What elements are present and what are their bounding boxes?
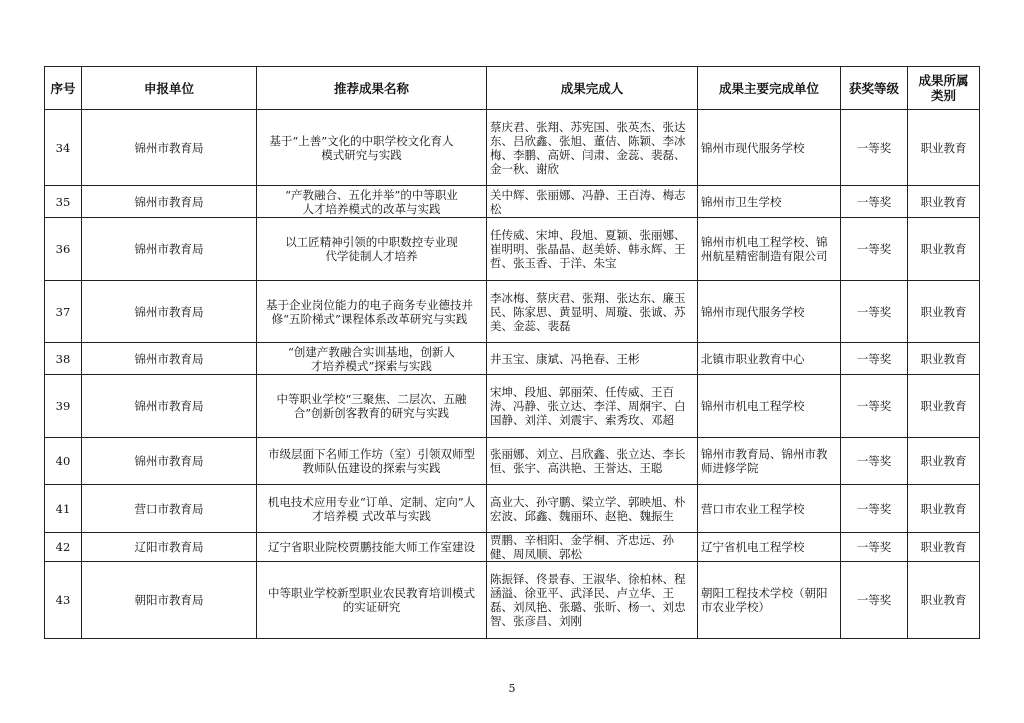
row-category: 职业教育 [908, 438, 980, 485]
row-unit: 营口市教育局 [82, 485, 257, 533]
row-org: 朝阳工程技术学校（朝阳市农业学校） [698, 562, 841, 639]
table-row [45, 281, 980, 343]
table-row [45, 562, 980, 639]
row-title: “创建产教融合实训基地，创新人才培养模式”探索与实践 [257, 343, 487, 375]
row-category: 职业教育 [908, 485, 980, 533]
table-row [45, 110, 980, 186]
row-org: 营口市农业工程学校 [698, 485, 841, 533]
row-level: 一等奖 [841, 533, 908, 562]
header-level: 获奖等级 [841, 67, 908, 110]
row-unit: 锦州市教育局 [82, 218, 257, 281]
header-unit: 申报单位 [82, 67, 257, 110]
row-serial: 39 [45, 375, 82, 438]
row-serial: 34 [45, 110, 82, 186]
row-org: 锦州市机电工程学校、锦州航星精密制造有限公司 [698, 218, 841, 281]
row-category: 职业教育 [908, 218, 980, 281]
row-people: 张丽娜、刘立、吕欣鑫、张立达、李长恒、张宇、高洪艳、王誉达、王聪 [487, 438, 698, 485]
row-serial: 38 [45, 343, 82, 375]
row-title: 机电技术应用专业“订单、定制、定向”人才培养模 式改革与实践 [257, 485, 487, 533]
row-org: 辽宁省机电工程学校 [698, 533, 841, 562]
row-level: 一等奖 [841, 562, 908, 639]
row-people: 任传威、宋坤、段旭、夏颖、张丽娜、崔明明、张晶晶、赵美娇、韩永辉、王哲、张玉香、于洋、朱宝 [487, 218, 698, 281]
row-org: 锦州市卫生学校 [698, 186, 841, 218]
row-serial: 42 [45, 533, 82, 562]
row-unit: 辽阳市教育局 [82, 533, 257, 562]
row-title: 基于企业岗位能力的电子商务专业德技并修“五阶梯式”课程体系改革研究与实践 [257, 281, 487, 343]
row-level: 一等奖 [841, 281, 908, 343]
row-category: 职业教育 [908, 186, 980, 218]
table-row [45, 375, 980, 438]
row-serial: 43 [45, 562, 82, 639]
row-unit: 锦州市教育局 [82, 375, 257, 438]
table-row [45, 533, 980, 562]
row-unit: 锦州市教育局 [82, 438, 257, 485]
table-row [45, 186, 980, 218]
row-title: 中等职业学校新型职业农民教育培训模式的实证研究 [257, 562, 487, 639]
row-unit: 朝阳市教育局 [82, 562, 257, 639]
row-title: “产教融合、五化并举”的中等职业人才培养模式的改革与实践 [257, 186, 487, 218]
header-serial: 序号 [45, 67, 82, 110]
table-row [45, 218, 980, 281]
row-serial: 36 [45, 218, 82, 281]
row-category: 职业教育 [908, 343, 980, 375]
awards-table [44, 66, 980, 639]
row-people: 宋坤、段旭、郭丽荣、任传威、王百涛、冯静、张立达、李洋、周炯宇、白国静、刘洋、刘震宇、索秀玫、邓超 [487, 375, 698, 438]
row-category: 职业教育 [908, 562, 980, 639]
row-level: 一等奖 [841, 218, 908, 281]
row-title: 市级层面下名师工作坊（室）引领双师型教师队伍建设的探索与实践 [257, 438, 487, 485]
row-people: 陈振铎、佟景春、王淑华、徐柏林、程涵溢、徐亚平、武泽民、卢立华、王磊、刘凤艳、张璐、张昕、杨一、刘忠智、张彦昌、刘刚 [487, 562, 698, 639]
row-unit: 锦州市教育局 [82, 281, 257, 343]
row-org: 锦州市现代服务学校 [698, 281, 841, 343]
header-people: 成果完成人 [487, 67, 698, 110]
row-unit: 锦州市教育局 [82, 186, 257, 218]
row-org: 锦州市机电工程学校 [698, 375, 841, 438]
table-row [45, 438, 980, 485]
row-serial: 40 [45, 438, 82, 485]
row-title: 以工匠精神引领的中职数控专业现代学徒制人才培养 [257, 218, 487, 281]
row-level: 一等奖 [841, 375, 908, 438]
row-category: 职业教育 [908, 110, 980, 186]
row-category: 职业教育 [908, 533, 980, 562]
row-level: 一等奖 [841, 186, 908, 218]
row-level: 一等奖 [841, 438, 908, 485]
header-org: 成果主要完成单位 [698, 67, 841, 110]
table-header-row [45, 67, 980, 110]
row-unit: 锦州市教育局 [82, 343, 257, 375]
table-row [45, 343, 980, 375]
row-unit: 锦州市教育局 [82, 110, 257, 186]
row-people: 关中辉、张丽娜、冯静、王百涛、梅志松 [487, 186, 698, 218]
row-category: 职业教育 [908, 375, 980, 438]
row-level: 一等奖 [841, 485, 908, 533]
row-serial: 35 [45, 186, 82, 218]
row-title: 基于“上善”文化的中职学校文化育人模式研究与实践 [257, 110, 487, 186]
row-serial: 37 [45, 281, 82, 343]
row-org: 北镇市职业教育中心 [698, 343, 841, 375]
row-level: 一等奖 [841, 110, 908, 186]
row-org: 锦州市教育局、锦州市教师进修学院 [698, 438, 841, 485]
row-people: 井玉宝、康斌、冯艳春、王彬 [487, 343, 698, 375]
header-category: 成果所属类别 [908, 67, 980, 110]
row-serial: 41 [45, 485, 82, 533]
header-title: 推荐成果名称 [257, 67, 487, 110]
page-number: 5 [508, 682, 516, 695]
row-people: 蔡庆君、张翔、苏宪国、张英杰、张达东、吕欣鑫、张旭、董佶、陈颖、李冰梅、李鹏、高妍、闫肃、金蕊、裴磊、金一秋、谢欣 [487, 110, 698, 186]
row-org: 锦州市现代服务学校 [698, 110, 841, 186]
row-people: 贾鹏、辛相阳、金学桐、齐忠远、孙健、周凤顺、郭松 [487, 533, 698, 562]
row-category: 职业教育 [908, 281, 980, 343]
table-row [45, 485, 980, 533]
row-people: 高业大、孙守鹏、梁立学、郭映旭、朴宏波、邱鑫、魏丽环、赵艳、魏振生 [487, 485, 698, 533]
row-title: 中等职业学校“三聚焦、二层次、五融合”创新创客教育的研究与实践 [257, 375, 487, 438]
row-level: 一等奖 [841, 343, 908, 375]
row-title: 辽宁省职业院校贾鹏技能大师工作室建设 [257, 533, 487, 562]
row-people: 李冰梅、蔡庆君、张翔、张达东、廉玉民、陈家思、黄显明、周璇、张诚、苏美、金蕊、裴磊 [487, 281, 698, 343]
